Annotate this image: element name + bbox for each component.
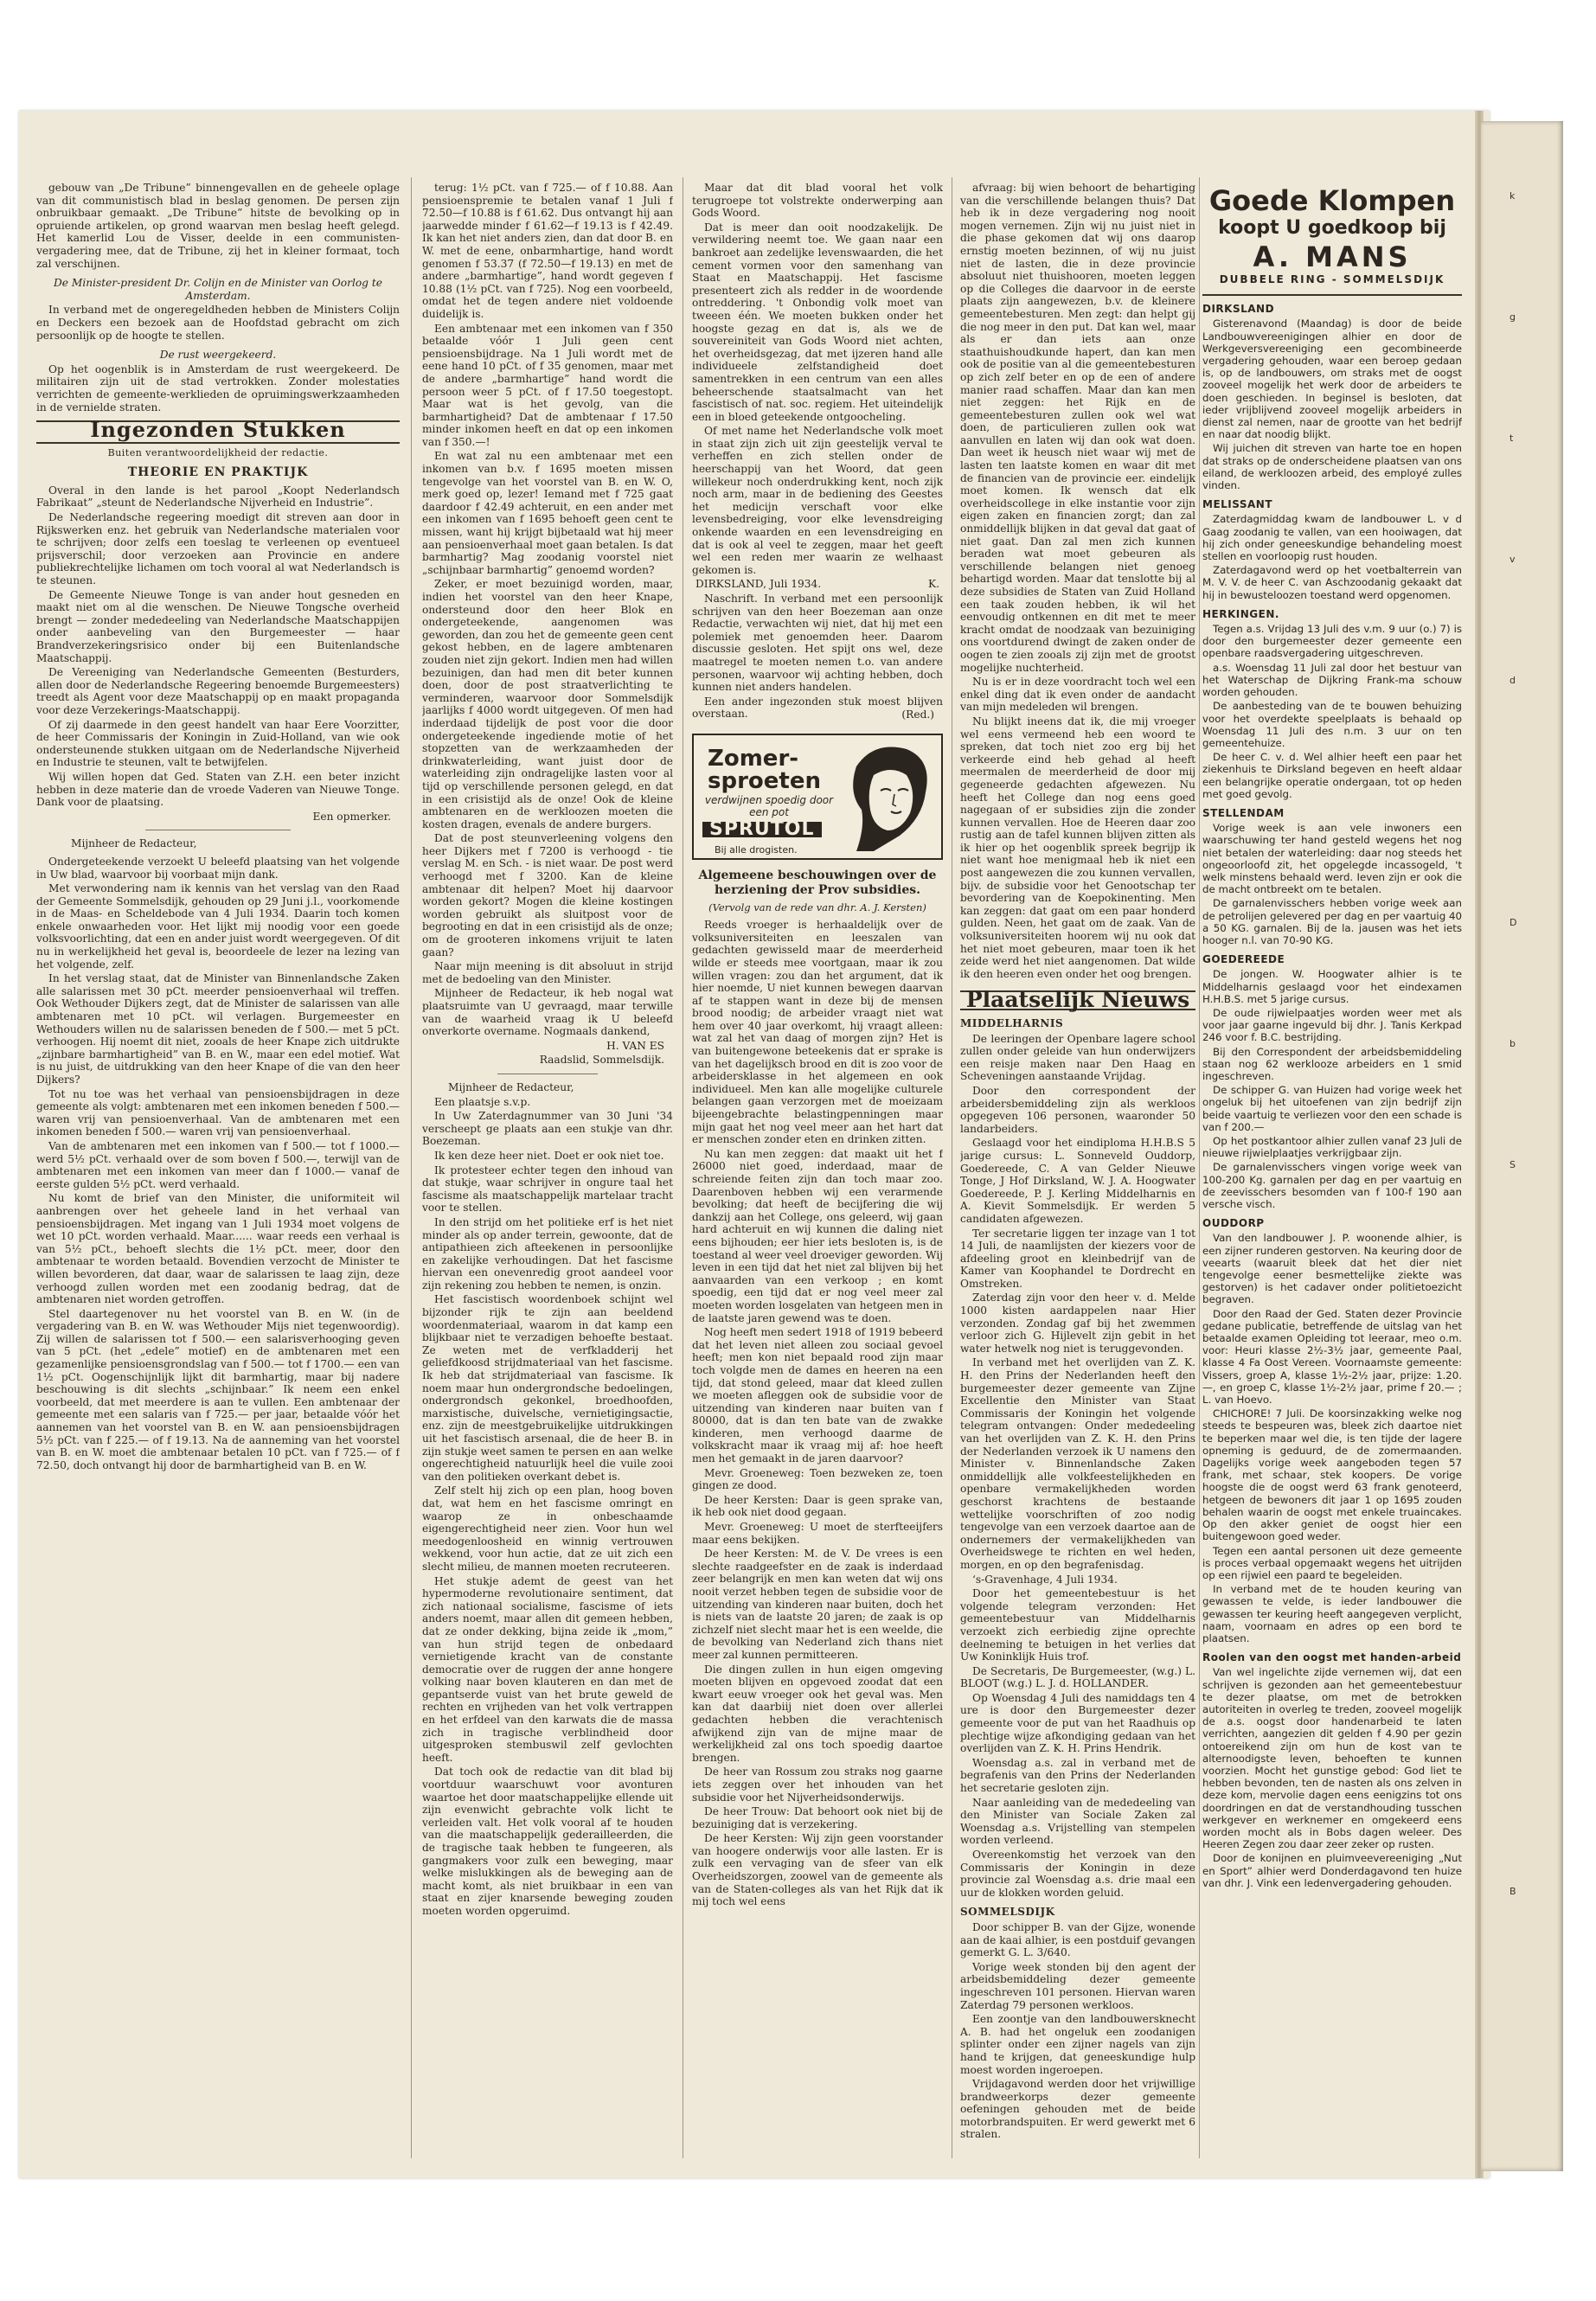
news-item: Naar aanleiding van de mededeeling van den Minister van Sociale Zaken zal Woensdag a.s. Vrijstelling van stempelen worden verleend. (960, 1796, 1195, 1847)
news-item: De Secretaris, De Burgemeester, (w.g.) L. BLOOT (w.g.) L. J. d. HOLLANDER. (960, 1664, 1195, 1690)
klompen-advertisement (1202, 185, 1462, 296)
paragraph: Een ander ingezonden stuk moest blijven overstaan. (692, 695, 943, 721)
paragraph: Mevr. Groeneweg: U moet de sterfteeijfers maar eens bekijken. (692, 1521, 943, 1546)
paragraph: De heer Trouw: Dat behoort ook niet bij de bezuiniging dat is verzekering. (692, 1805, 943, 1830)
ad-subline: Bij alle drogisten. (715, 843, 798, 856)
article-title: Algemeene beschouwingen over de herziening der Prov subsidies. (698, 868, 937, 897)
letter-continued (422, 182, 673, 1038)
paragraph: Ik protesteer echter tegen den inhoud van dat stukje, waar schrijver in ongure taal het fascisme als maatschappelijk martelaar tracht voor te stellen. (422, 1163, 673, 1215)
paragraph: Die dingen zullen in hun eigen omgeving moeten blijven en opgevoed zoodat dat een kwart eeuw vroeger ook het geval was. Men kan dat daarbiij niet doen over allerlei gedachten hebben die verachtenisch afwijkend zijn van de mijne maar de werkelijkheid zal ons toch spoedig daartoe brengen. (692, 1663, 943, 1764)
section-header: Plaatselijk Nieuws (960, 990, 1195, 1010)
news-item: CHICHORE! 7 Juli. De koorsinzakking welke nog steeds te bespeuren was, bleek zich daartoe niet te beperken maar wel die, is ten tijde der lagere opneming is geduurd, de de zomermaanden. Dagelijks vorige week aangeboden tegen 57 frank, met schaar, stek koopers. De vorige hoogste die de oogst werd 63 frank genoteerd, hetgeen de bewoners dit jaar 1 op 1695 zouden behalen waarin de oogst met enkele truaincakes. Op den akker geniet de oogst hier een buitengewoon goed weder. (1202, 1407, 1462, 1543)
signature-name: H. VAN ES (606, 1039, 664, 1052)
ad-headline (708, 747, 821, 792)
edge-letter: t (1509, 433, 1514, 444)
paragraph: Mevr. Groeneweg: Toen bezweken ze, toen gingen ze dood. (692, 1466, 943, 1492)
news-item: Geslaagd voor het eindiploma H.H.B.S 5 jarige cursus: L. Sonneveld Ouddorp, Goedereede, C. A van Gelder Nieuwe Tonge, J Hof Dirksland, W. J. A. Hoogwater Goedereede, P. J. Kerling Middelharnis en A. Kievit Sommelsdijk. Er werden 5 candidaten afgewezen. (960, 1137, 1195, 1225)
paragraph: Van de ambtenaren met een inkomen van f 500.— tot f 1000.— werd 5½ pCt. verhaald over de som boven f 500.—, terwijl van de ambtenaren met een inkomen van meer dan f 1000.— vanaf de eerste gulden 5½ pCt. werd verhaald. (36, 1139, 400, 1190)
paragraph: De Nederlandsche regeering moedigt dit streven aan door in Rijkswerken enz. het gebruik van Nederlandsche materialen voor te schrijven; door zelfs een toeslag te verleenen op eventueel prijsverschil; door verzoeken aan Provincie en andere publiekrechtelijke lichamen om toch vooral al wat Nederlandsch is te steunen. (36, 511, 400, 587)
town-heading: DIRKSLAND (1202, 303, 1275, 316)
paragraph: De heer van Rossum zou straks nog gaarne iets zeggen over het inhouden van het subsidie voor het Nijverheidsonderwijs. (692, 1766, 943, 1804)
news-item: De aanbesteding van de te bouwen behuizing voor het overdekte speelplaats is behaald op Woensdag 11 Juli des n.m. 3 uur on ten gemeentehuize. (1202, 700, 1462, 749)
news-item: De heer C. v. d. Wel alhier heeft een paar het ziekenhuis te Dirksland begeven en heeft aldaar een belangrijke operatie ondergaan, tot op heden met goed gevolg. (1202, 751, 1462, 800)
town-news (960, 1921, 1195, 2141)
paragraph: Naschrift. In verband met een persoonlijk schrijven van den heer Boezeman aan onze Redactie, verwachten wij niet, dat hij met een polemiek met genoemden heer. Daarom discussie gesloten. Het spijt ons wel, deze maatregel te moeten nemen t.o. van andere personen, waarvoor wij achting hebben, doch kunnen niet anders handelen. (692, 593, 943, 694)
town-heading: MIDDELHARNIS (960, 1017, 1064, 1029)
town-heading: GOEDEREEDE (1202, 953, 1285, 966)
edge-letter: S (1509, 1159, 1516, 1170)
paragraph: In het verslag staat, dat de Minister van Binnenlandsche Zaken alle salarissen met 30 pCt. meerder pensioenverhaal wil treffen. Ook Wethouder Dijkers zegt, dat de Minister de salarissen van alle ambtenaren met 10 pCt. wil verlagen. Burgemeester en Wethouders willen nu de salarissen beneden de f 500.— met 5 pCt. verhoogen. Hij noemt dit niet, zooals de heer Knape zich uitdrukte „zijnbare barmhartigheid” van B. en W., maar een edel motief. Wat is nu juist, de uitdrukking van den heer Knape of die van den heer Dijkers? (36, 972, 400, 1086)
town-heading: HERKINGEN. (1202, 607, 1279, 620)
paragraph: Het stukje ademt de geest van het hypermoderne revolutionaire sentiment, dat zich nationaal socialisme, fascisme of iets anders noemt, maar allen dit gemeen hebben, dat ze onder dekking, bijna zeide ik „mom,” van hun strijd tegen de onbedaard vernietigende kracht van de constante democratie over de ruggen der anne hongere volking naar boven klauteren en dan met de gepantserde vuist van het brute geweld de rechten en vrijheden van het volk vertrappen en het erfdeel van den karwats die de massa zich in tragische verblindheid door uitgesproken stembuswil zelf gevlochten heeft. (422, 1574, 673, 1764)
column-4 (960, 182, 1195, 2154)
paragraph: Nu kan men zeggen: dat maakt uit het f 26000 niet goed, inderdaad, maar de schreiende feiten zijn dan toch maar zoo. Daarenboven hebben wij een verarmende bevolking; dat heeft de becijfering die wij dankzij aan het College, ons geleerd, wij gaan hard achteruit en wij kunnen die daling niet eens bijhouden; eer hier iets besloten is, is de toestand al weer veel droeviger geworden. Wij leven in een tijd dat het niet zal blijven bij het aanvaarden van een verkoop ; en komt spoedig, een tijd dat er nog veel meer zal moeten worden losgelaten van hetgeen men in de laatste jaren gewend was te doen. (692, 1147, 943, 1324)
paragraph: De Gemeente Nieuwe Tonge is van ander hout gesneden en maakt niet om al die wenschen. De Nieuwe Tongsche overheid brengt — zonder mededeeling van Nederlandsche Maatschappijen onder aanbeveling van den Burgemeester — haar Brandverzekeringsrisico onder bij een Buitenlandsche Maatschappij. (36, 588, 400, 664)
ad-tagline: verdwijnen spoedig door een pot (704, 793, 834, 818)
minister-heading: De Minister-president Dr. Colijn en de Minister van Oorlog te Amsterdam. (54, 277, 382, 302)
place-date-line (695, 578, 939, 591)
theorie-body (36, 484, 400, 809)
regional-news (1202, 303, 1462, 1889)
intro-paragraph: gebouw van „De Tribune” binnengevallen en de geheele oplage van dit communistisch blad in beslag genomen. De persen zijn onbruikbaar gemaakt. „De Tribune” hitste de bevolking op in opruiende artikelen, op grond waarvan men beslag heeft gelegd. Het kamerlid Lou de Visser, deelde in een communisten-vergadering mee, dat de Tribune, zij het in kleiner formaat, toch zal verschijnen. (36, 182, 400, 270)
paragraph: Nu is er in deze voordracht toch wel een enkel ding dat ik even onder de aandacht van mijn medeleden wil brengen. (960, 676, 1195, 714)
edge-letter (1509, 1765, 1544, 1886)
news-item: De garnalenvisschers hebben vorige week aan de petrolijen gelevered per dag en per vaartuig 40 a 50 KG. garnalen. Bij de la. jausen was het iets hooger n.l. van 70-90 KG. (1202, 897, 1462, 946)
article-body (692, 919, 943, 1908)
column-2 (422, 182, 673, 2154)
ad-brand: SPRUTOL (702, 822, 822, 838)
news-item: Overeenkomstig het verzoek van den Commissaris der Koningin in deze provincie zal Woensdag a.s. drie maal een uur de klokken worden geluid. (960, 1849, 1195, 1899)
paragraph: Naar mijn meening is dit absoluut in strijd met de bedoeling van den Minister. (422, 960, 673, 985)
edge-letter: k (1509, 190, 1516, 202)
paragraph: Reeds vroeger is herhaaldelijk over de volksuniversiteiten en leeszalen van gedachten gewisseld maar de meerderheid wilde er steeds mee voortgaan, maar ik zou willen vragen: zou dan het argument, dat ik hier noemde, U niet kunnen bewegen daarvan af te stappen want in deze bij de mensen brood noodig; de arbeider vraagt niet wat hem over 40 jaar overkomt, hij vraagt alleen: wat zal het van daag of morgen zijn? Het is van buitengewone beteekenis dat er sprake is van het dagelijksch brood en dit is zoo voor de arbeidersklasse in het algemeen en ook individueel. Men kan alle mogelijke culturele belangen gaan verzorgen met de moeizaam bijeengebrachte belastingpenningen maar mijn gaat het nog veel meer aan het hart dat er menschen zonder eten en drinken zitten. (692, 919, 943, 1146)
paragraph: In den strijd om het politieke erf is het niet minder als op ander terrein, gewoonte, dat de antipathieen zich afteekenen in persoonlijke en zakelijke verhoudingen. Dat het fascisme hiervan een onevenredig groot aandeel voor zijn rekening zou hebben te nemen, is onzin. (422, 1215, 673, 1292)
letter-body-2 (422, 1110, 673, 1917)
paragraph: Nog heeft men sedert 1918 of 1919 bebeerd dat het leven niet alleen zou sociaal gevoel heeft; men kon niet bepaald rood zijn maar toch volgde men de dames en heeren na een tijd, dat stond geleed, maar dat kleed zullen we moeten afleggen ook de subsidie voor de uitzending van kinderen naar buiten van f 80000, dat is dan ten bate van de zwakke kinderen, men verhoogd daarme de volkskracht maar ik vraag mij af: hoe heeft men het gemaakt in de jaren daarvoor? (692, 1326, 943, 1465)
naschrift (692, 593, 943, 721)
news-item: Door den correspondent der arbeidersbemiddeling zijn als werkloos opgegeven 106 personen, waaronder 50 landarbeiders. (960, 1084, 1195, 1135)
letter-continued (692, 182, 943, 576)
ad-address: DUBBELE RING - SOMMELSDIJK (1219, 273, 1445, 285)
news-item: Vorige week stonden bij den agent der arbeidsbemiddeling dezer gemeente ingeschreven 101 personen. Hiervan waren Zaterdag 79 personen werkloos. (960, 1960, 1195, 2011)
paragraph: Dat is meer dan ooit noodzakelijk. De verwildering neemt toe. We gaan naar een bankroet aan zedelijke levenswaarden, die het cement vormen voor den samenhang van Staat en Maatschappij. Het fascisme presenteert zich als redder in de woordende ontreddering. 't Onbondig volk moet van tweeen één. We moeten bukken onder het hoogste gezag en dat is, als we de souvereiniteit van Gods Woord niet achten, het overheidsgezag, dat met ijzeren hand alle individueele zelfstandigheid doet samentrekken in een centrum van een alles beheerschende staatsalmacht van het fascistisch of nat. soc. regiem. Het uiteindelijk een in bloed geteekende ontgoocheling. (692, 221, 943, 423)
rust-paragraph: Op het oogenblik is in Amsterdam de rust weergekeerd. De militairen zijn uit de stad vertrokken. Zonder molestaties verrichten de gemeente-werklieden de opruimingswerkzaamheden in de vernielde straten. (36, 362, 400, 413)
article-continued (960, 182, 1195, 980)
edge-letter: B (1509, 1886, 1516, 1897)
paragraph: Ondergeteekende verzoekt U beleefd plaatsing van het volgende in Uw blad, waarvoor bij voorbaat mijn dank. (36, 855, 400, 881)
paragraph: Wij willen hopen dat Ged. Staten van Z.H. een beter inzicht hebben in deze materie dan de vroede Vaderen van Nieuwe Tonge. Dank voor de plaatsing. (36, 770, 400, 809)
news-item: Tegen a.s. Vrijdag 13 Juli des v.m. 9 uur (o.) 7) is door den burgemeester dezer gemeente een openbare raadsvergadering uitgeschreven. (1202, 623, 1462, 660)
ad-title: Goede Klompen (1208, 184, 1456, 217)
news-item: Op Woensdag 4 Juli des namiddags ten 4 ure is door den Burgemeester dezer gemeente voor de put van het Raadhuis op plechtige wijze afkondiging gedaan van het overlijden van Z. K. H. Prins Hendrik. (960, 1691, 1195, 1755)
edge-letter (1509, 1522, 1544, 1644)
ad-headline-line2: sproeten (708, 767, 821, 794)
news-item: Door het gemeentebestuur is het volgende telegram verzonden: Het gemeentebestuur van Middelharnis verzoekt zich eerbiedig zijne oprechte deelneming te betuigen in het verlies dat Uw Koninklijk Huis trof. (960, 1587, 1195, 1663)
edge-letter: v (1509, 554, 1516, 565)
news-item: Vorige week is aan vele inwoners een waarschuwing ter hand gesteld wegens het nog niet betalen der waterleiding: daar nog steeds het ongeoorloofd zit, het opgelegde incassogeld, 't welk minstens behaald werd. Ieven zijn er ook die de macht ontbreekt om te betalen. (1202, 822, 1462, 896)
news-item: Van wel ingelichte zijde vernemen wij, dat een schrijven is gezonden aan het gemeentebestuur te dezer plaatse, om met de betrokken autoriteiten in overleg te treden, zooveel mogelijk de a.s. oogst door handenarbeid te laten verrichten, aangezien dit gelden f 4.90 per gezin ontoereikend zijn om hun de kost van te alternoodigste leven, behoeften te kunnen voorzien. Mocht het gunstige gebod: God liet te hebben bevonden, ten de nasten als ons zelven in deze kom, mervolie dagen eens eenigzins tot ons doordringen en dat de verstandhouding tusschen werkgever en werknemer en omgekeerd eens worden mocht als in Bobs dagen weleer. Des Heeren Zegen zou daar zeer zeker op rusten. (1202, 1666, 1462, 1851)
paragraph: In Uw Zaterdagnummer van 30 Juni '34 verscheept ge plaats aan een stukje van dhr. Boezeman. (422, 1110, 673, 1148)
paragraph: De Vereeniging van Nederlandsche Gemeenten (Besturders, allen door de Nederlandsche Regeering benoemde Burgemeesters) treedt als Agent voor deze Maatschappij op en maakt propaganda voor deze Verzekerings-Maatschappij. (36, 666, 400, 716)
paragraph: Zelf stelt hij zich op een plan, hoog boven dat, wat hem en het fascisme omringt en waarop ze in onbeschaamde eigengerechtigheid neer zien. Voor hun wel meedogenloosheid en winnig vertrouwen wekkend, voor hun actie, dat ze uit zich een slecht milieu, de mannen moeten recruteeren. (422, 1484, 673, 1573)
town-heading: SOMMELSDIJK (960, 1906, 1055, 1919)
edge-letter: D (1509, 917, 1517, 928)
news-item: Gisterenavond (Maandag) is door de beide Landbouwvereenigingen alhier en door de Werkgeversvereeniging een gecombineerde vergadering gehouden, waar een beroep gedaan is, op de landbouwers, om straks met de oogst zooveel mogelijk het werk door de arbeiders te doen geschieden. In beginsel is besloten, dat ieder vrijblijvend zooveel mogelijk arbeiders in dienst zal nemen, naar de grootte van het bedrijf en naar dat noodig blijkt. (1202, 317, 1462, 441)
news-item: In verband met de te houden keuring van gewassen te velde, is ieder landbouwer die gewassen ter keuring heeft aangegeven verplicht, naam, voornaam en adres op een bord te plaatsen. (1202, 1583, 1462, 1644)
edge-letter: b (1509, 1038, 1516, 1049)
ad-headline-line1: Zomer- (708, 745, 799, 772)
paragraph: Een ambtenaar met een inkomen van f 350 betaalde vóór 1 Juli geen cent pensioensbijdrage. Na 1 Juli wordt met de eene hand 10 pCt. of f 35 genomen, maar met de andere „barmhartige” hand wordt die persoon weer 5 pCt. of f 17.50 toegestopt. Maar wat is het gevolg, van die barmhartigheid? Dat de ambtenaar f 17.50 minder inkomen heeft en dat op een inkomen van f 350.—! (422, 322, 673, 448)
news-item: De leeringen der Openbare lagere school zullen onder geleide van hun onderwijzers een reisje maken naar Den Haag en Scheveningen aanstaande Vrijdag. (960, 1032, 1195, 1083)
news-item: Bij den Correspondent der arbeidsbemiddeling staan nog 62 werklooze arbeiders en 1 smid ingeschreven. (1202, 1045, 1462, 1082)
paragraph: Met verwondering nam ik kennis van het verslag van den Raad der Gemeente Sommelsdijk, gehouden op 29 Juni j.l., voorkomende in de Maas- en Scheldebode van 4 Juli 1934. Daarin toch komen enkele onwaarheden voor. Het lijkt mij noodig voor een goede volksvoorlichting, dat een en ander juist wordt weergegeven. Of dit nu in werkelijkheid het geval is, beoordeele de lezer na lezing van het volgende, zelf. (36, 882, 400, 971)
news-item: Op het postkantoor alhier zullen vanaf 23 Juli de nieuwe rijwielplaatjes verkrijgbaar zijn. (1202, 1135, 1462, 1160)
salutation: Mijnheer de Redacteur, (71, 837, 197, 850)
news-item: Zaterdag zijn voor den heer v. d. Melde 1000 kisten aardappelen naar Hier verzonden. Zondag gaf bij het zwemmen verloor zich G. Hijlevelt zijn gebit in het water hetwelk nog niet is teruggevonden. (960, 1292, 1195, 1355)
signature-title: Raadslid, Sommelsdijk. (539, 1054, 664, 1067)
news-item: Ter secretarie liggen ter inzage van 1 tot 14 Juli, de naamlijsten der kiezers voor de afdeeling groot en kleinbedrijf van de Kamer van Koophandel te Dordrecht en Omstreken. (960, 1227, 1195, 1290)
section-title: Ingezonden Stukken (90, 417, 346, 443)
initial: K. (928, 578, 939, 591)
paragraph: Of zij daarmede in den geest handelt van haar Eere Voorzitter, de heer Commissaris der Koningin in Zuid-Holland, van wie ook ondersteunende stukken uitgaan om de Nederlandsche Nijverheid en Industrie te steunen, valt te betwijfelen. (36, 718, 400, 769)
town-heading: OUDDORP (1202, 1217, 1265, 1230)
paragraph: Nu blijkt ineens dat ik, die mij vroeger wel eens vermeend heb een woord te spreken, dat toch niet zoo erg bij het verkeerde eind heb gehad al heeft meermalen de meerderheid de door mij gegeneerde gedachten afgewezen. Nu heeft het College dan nog eens goed nagegaan of er subsidies zijn die zonder kunnen vervallen. Hoe de Heeren daar zoo rustig aan de tafel kunnen blijven zitten als ik hier op het oogenblik spreek begrijp ik niet want hoe menigmaal heb ik niet een post aangewezen die zou kunnen vervallen, bijv. de subsidie voor het Genootschap ter bevordering van de Koepokinenting. Men kan zeggen: dat gaat om een paar honderd gulden. Neen, het gaat om de zaak. Van de volksuniversiteiten hoorem wij nu ook dat het niet moet gebeuren, maar toen ik het zeide werd het niet aangenomen. Dat wilde ik den heeren even onder het oog brengen. (960, 715, 1195, 980)
edge-letter: g (1509, 311, 1516, 323)
town-heading: STELLENDAM (1202, 806, 1285, 819)
paragraph: Ik ken deze heer niet. Doet er ook niet toe. (434, 1149, 664, 1162)
paragraph: terug: 1½ pCt. van f 725.— of f 10.88. Aan pensioenspremie te betalen vanaf 1 Juli f 72.50—f 10.88 is f 61.62. Dus ontvangt hij aan jaarwedde minder f 61.62—f 19.13 is f 42.49. Ik kan het niet anders zien, dan dat door B. en W. met de eene, onbarmhartige, hand wordt genomen f 53.37 (f 72.50—f 19.13) en met de andere „barmhartige”, hand wordt gegeven f 10.88 (1½ pCt. van f 725). Nog een voorbeeld, omdat het de tegen andere niet voldoende duidelijk is. (422, 182, 673, 320)
letter-body (36, 856, 400, 1472)
column-1 (36, 182, 400, 2154)
ad-subtitle: koopt U goedkoop bij (1218, 217, 1446, 239)
next-page-text-fragment (1509, 190, 1544, 2093)
paragraph: afvraag: bij wien behoort de behartiging van die verschillende belangen thuis? Dat heb ik in deze vergadering nog nooit mogen vernemen. Zijn wij nu juist niet in die phase gekomen dat wij ons daarop ernstig moeten bezinnen, of wij nu juist niet de lasten, die in deze provincie absoluut niet thuishooren, moeten leggen op die Colleges die daarvoor in de eerste plaats zijn aangewezen, b.v. de kleinere gemeentebesturen. Men zegt: dan helpt gij die nog meer in den put. Dat kan wel, maar als er dan iets aan onze staathuishoudkunde hapert, dan kan men ook de positie van al die gemeentebesturen op zich zelf beter en op de een of andere manier raad schaffen. Maar dan kan men niet zeggen: het Rijk en de gemeentebesturen zullen ook wel wat doen, de particulieren zullen ook wat aanvullen en laten wij dan ook wat doen. Dan weet ik heusch niet waar wij met de lasten ten laatste komen en waar dit met de financien van de provincie eer. eindelijk moet komen. Ik wensch dat elk overheidscollege in elke instantie voor zijn eigen zaken en financien zorgt; dan zal onmiddellijk blijken in dat geval dat gaat of niet gaat. Dan zal men zich kunnen beraden wat moet gebeuren als verschillende belangen niet genoeg behartigd worden. Maar dat tenslotte bij al deze subsidies de Staten van Zuid Holland een taak zouden hebben, ik wil het eenvoudig ontkennen en dit met te meer kracht omdat de noodzaak van bezuiniging ons voortdurend dwingt de zaken onder de oogen te zien zooals zij zijn met de grootst mogelijke nuchterheid. (960, 182, 1195, 674)
news-item: In verband met het overlijden van Z. K. H. den Prins der Nederlanden heeft den burgemeester dezer gemeente van Zijne Excellentie den Minister van Staat Commissaris der Koningin het volgende telegram ontvangen: Onder mededeeling van het overlijden van Z. K. H. den Prins der Nederlanden verzoek ik U namens den Minister v. Binnenlandsche Zaken onmiddellijk alle volkfeestelijkheden en openbare vermakelijkheden worden geschorst krachtens de bestaande wettelijke voorschriften of zoo nodig tengevolge van een verzoek daartoe aan de ondernemers der vermakelijkheden van Overheidswege te richten en wel heden, morgen, en op den begrafenisdag. (960, 1356, 1195, 1571)
paragraph: Het fascistisch woordenboek schijnt wel bijzonder rijk te zijn aan beeldend woordenmateriaal, waarom in dat kamp een blijkbaar niet te verzadigen behoefte bestaat. Ze weten met de verfkladderij het geliefdkoosd strijdmateriaal van het fascisme. Ik heb dat strijdmateriaal van fascisme. Ik noem maar hun ondergrondsche bedoelingen, ondergrondsch gekonkel, broedhoofden, marxistische, duivelsche, vernietigingsactie, enz. zijn de meestgebruikelijke uitdrukkingen uit het fascistisch arsenaal, die de heer B. in zijn stukje weet samen te persen en aan welke ongerechtigheid natuurlijk heel die vuile zooi van den politieken overkant debet is. (422, 1293, 673, 1483)
minister-paragraph: In verband met de ongeregeldheden hebben de Ministers Colijn en Deckers een bezoek aan de Hoofdstad gebracht om zich persoonlijk op de hoogte te stellen. (36, 304, 400, 342)
rust-heading: De rust weergekeerd. (159, 349, 277, 362)
news-item: De schipper G. van Huizen had vorige week het ongeluk bij het uitoefenen van zijn bedrijf zijn beide vaartuig te verliezen voor den een schade is van f 200.— (1202, 1084, 1462, 1133)
paragraph: En wat zal nu een ambtenaar met een inkomen van b.v. f 1695 moeten missen tengevolge van het voorstel van B. en W. O, merk goed op, lezer! Iemand met f 725 gaat daardoor f 42.49 achteruit, en een ander met een inkomen van f 1695 behoeft geen cent te missen, want hij krijgt bijbetaald wat hij meer aan pensioenverhaal moet gaan betalen. Is dat barmhartig? Mag zoodanig voorstel niet „schijnbaar barmhartig” genoemd worden? (422, 450, 673, 576)
news-item: Tegen een aantal personen uit deze gemeente is proces verbaal opgemaakt wegens het uitrijden op een rijwiel een paard te begeleiden. (1202, 1544, 1462, 1581)
news-item: De garnalenvisschers vingen vorige week van 100-200 Kg. garnalen per dag en per vaartuig en de zeevisschers besomden van f 100-f 190 aan versche visch. (1202, 1161, 1462, 1211)
news-item: Door den Raad der Ged. Staten dezer Provincie gedane publicatie, betreffende de uitslag van het betaalde examen Opleiding tot leeraar, meo o.m. voor: Heuri klasse 2½-3½ jaar, gemeente Paal, klasse 4 Fa Oost Vereen. Voornaamste gemeente: Vissers, groep A, klasse 1½-2½ jaar, prijze: 1.20.—, en groep C, klasse 1½-2½ jaar, prime f 20.— ; L. van Hoevo. (1202, 1307, 1462, 1407)
paragraph: Maar dat dit blad vooral het volk terugroepe tot volstrekte onderwerping aan Gods Woord. (692, 182, 943, 220)
edge-letter (1509, 1401, 1544, 1522)
paragraph: De heer Kersten: M. de V. De vrees is een slechte raadgeefster en de zaak is inderdaad zeer belangrijk en men kan weten dat wij ons nooit verzet hebben tegen de subsidie voor de uitzending van kinderen naar buiten, doch het is niets van de laatste 20 jaren; de zaak is op zichzelf niet slecht maar het is een weelde, die de bevolking van Nederland zich thans niet meer zal kunnen permitteeren. (692, 1548, 943, 1661)
paragraph: Overal in den lande is het parool „Koopt Nederlandsch Fabrikaat” „steunt de Nederlandsche Nijverheid en Industrie”. (36, 484, 400, 510)
news-item: Wij juichen dit streven van harte toe en hopen dat straks op de onderscheidene plaatsen van ons eiland, de werkloozen arbeid, des employé zulles vinden. (1202, 442, 1462, 492)
paragraph: Stel daartegenover nu het voorstel van B. en W. (in de vergadering van B. en W. was Wethouder Mijs niet tegenwoordig). Zij willen de salarissen tot f 500.— een salarisverhooging geven van 5 pCt. (het „edele” motief) en de ambtenaren met een gezamenlijke pensioensgrondslag van f 500.— tot f 1700.— een van 1½ pCt. Oogenschijnlijk lijkt dit barmhartig, maar bij nadere beschouwing is dit slechts „schijnbaar.” Ik neem een enkel voorbeeld, dat met meerdere is aan te vullen. Een ambtenaar der gemeente met een salaris van f 725.— per jaar, betaalde vóór het aannemen van het voorstel van B. en W. aan pensioensbijdragen 5½ pCt. van f 225.— of f 19.13. Na de aanneming van het voorstel van B. en W. moet die ambtenaar betalen 10 pCt. van f 725.— of f 72.50, doch ontvangt hij door de barmhartigheid van B. en W. (36, 1307, 400, 1471)
column-rule (1199, 177, 1200, 2158)
paragraph: Zeker, er moet bezuinigd worden, maar, indien het voorstel van den heer Knape, ondersteund door den heer Blok en ondergeteekende, aangenomen was geworden, dan zou het de gemeente geen cent gekost hebben, en de lagere ambtenaren zouden niet zijn gekort. Indien men had willen bezuinigen, dan had men dit beter kunnen doen, door de post straatverlichting te verminderen, waarvoor door Sommelsdijk jaarlijks f 4000 wordt uitgegeven. Of men had inderdaad tijdelijk de post voor die door ondergeteekende ingediende motie of het stopzetten van de werkzaamheden der drinkwaterleiding, want juist door de waterleiding zijn ondragelijke lasten voor al tijd op verschillende personen gelegd, en dat in een crisistijd als de onze! Ook de kleine ambtenaren en de werkloozen moeten die kosten dragen, evenals de andere burgers. (422, 578, 673, 830)
paragraph: Of met name het Nederlandsche volk moet in staat zijn zich uit zijn geestelijk verval te verheffen en zich stellen onder de heerschappij van het Woord, dat geen willekeur noch onderdrukking kent, noch zijk noch arm, maar in de bediening des Geestes het medicijn verschaft voor elke levensbedreiging, voor elke levensdreiging onkende waarden en een levensdreiging en dat is ook al veel te zeggen, maar het geeft wel een reden mer waarin ze welhaast gekomen is. (692, 425, 943, 576)
news-item: Woensdag a.s. zal in verband met de begrafenis van den Prins der Nederlanden het secretarie gesloten zijn. (960, 1756, 1195, 1795)
paragraph: Nu komt de brief van den Minister, die uniformiteit wil aanbrengen over het geheele land in het verhaal van pensioensbijdragen. Met ingang van 1 Juli 1934 moet volgens de wet 10 pCt. worden verhaald. Maar...... waar reeds een verhaal is van 5½ pCt., behoeft slechts die 1½ pCt. meer, door den ambtenaar te worden betaald. Bovendien verzocht de Minister te willen bevorderen, dat daar, waar de salarissen te laag zijn, deze verhoogd zullen worden met een zoodanig bedrag, dat de ambtenaren niet worden getroffen. (36, 1192, 400, 1306)
redactie-sign: (Red.) (901, 708, 934, 721)
paragraph: Tot nu toe was het verhaal van pensioensbijdragen in deze gemeente als volgt: ambtenaren met een inkomen beneden f 500.— waren vrij van pensioenverhaal. Van de ambtenaren met een inkomen beneden f 500.— waren vrij van pensioenverhaal. (36, 1087, 400, 1138)
edge-letter (1509, 1644, 1544, 1765)
town-heading: Roolen van den oogst met handen-arbeid (1202, 1651, 1462, 1664)
paragraph: De heer Kersten: Daar is geen sprake van, ik heb ook niet dood gegaan. (692, 1493, 943, 1519)
news-item: Een zoontje van den landbouwersknecht A. B. had het ongeluk een zoodanigen splinter onder een zijner nagels van zijn hand te krijgen, dat geneeskundige hulp moest worden ingeroepen. (960, 2013, 1195, 2076)
letter-subline: Een plaatsje s.v.p. (434, 1095, 531, 1108)
place-date: DIRKSLAND, Juli 1934. (695, 578, 822, 591)
news-item: De jongen. W. Hoogwater alhier is te Middelharnis geslaagd voor het eindexamen H.H.B.S. met 5 jarige cursus. (1202, 968, 1462, 1005)
ad-merchant: A. MANS (1253, 240, 1412, 273)
edge-letter (1509, 1280, 1544, 1401)
section-subtitle: Buiten verantwoordelijkheid der redactie. (107, 446, 329, 458)
section-header (36, 417, 400, 444)
sprutol-advertisement (692, 734, 943, 860)
town-heading: MELISSANT (1202, 498, 1273, 511)
paragraph: Dat de post steunverleening volgens den heer Dijkers met f 7200 is verhoogd - tie verslag M. en Sch. - is niet waar. De post werd verhoogd met f 3200. Kan de kleine ambtenaar dit helpen? Moet hij daarvoor worden gekort? Mogen die kleine kostingen worden gebruikt als sluitpost voor de begrooting en dat in een crisistijd als de onze; om de grooteren inkomens vrijuit te laten gaan? (422, 832, 673, 958)
town-news (960, 1033, 1195, 1900)
news-item: ‘s-Gravenhage, 4 Juli 1934. (972, 1573, 1118, 1586)
news-item: Zaterdagavond werd op het voetbalterrein van M. V. V. de heer C. van Aschzoodanig gekaakt dat hij in bewusteloozen toestand werd opgenomen. (1202, 564, 1462, 601)
news-item: a.s. Woensdag 11 Juli zal door het bestuur van het Waterschap de Dijkring Frank-ma schouw worden gehouden. (1202, 661, 1462, 699)
column-5 (1202, 182, 1462, 2154)
paragraph: Mijnheer de Redacteur, ik heb nogal wat plaatsruimte van U gevraagd, maar terwille van de waarheid vraag ik U beleefd onverkorte overname. Nogmaals dankend, (422, 987, 673, 1038)
news-item: Door de konijnen en pluimveevereeniging „Nut en Sport” alhier werd Donderdagavond ten huize van dhr. J. Vink een ledenvergadering gehouden. (1202, 1852, 1462, 1889)
article-byline: (Vervolg van de rede van dhr. A. J. Kersten) (708, 901, 926, 913)
salutation: Mijnheer de Redacteur, (448, 1080, 574, 1093)
edge-letter (1509, 796, 1544, 917)
article-title: THEORIE EN PRAKTIJK (127, 465, 309, 480)
paragraph: Dat toch ook de redactie van dit blad bij voortduur waarschuwt voor avonturen waartoe het door maatschappelijke ellende uit zijn evenwicht gebrachte volk licht te verleiden valt. Het volk vooral af te houden van die maatschappelijk gederailleerden, die de tragische taak hebben te fungeeren, als gangmakers voor zulk een beweging, maar welke mislukkingen als de beweging aan de macht komt, als niet bruikbaar in een van staat en zijer knarsende beweging zouden moeten worden opgeruimd. (422, 1766, 673, 1917)
column-rule (411, 177, 412, 2158)
edge-letter: d (1509, 675, 1516, 686)
news-item: Door schipper B. van der Gijze, wonende aan de kaai alhier, is een postduif gevangen gemerkt G. L. 3/640. (960, 1920, 1195, 1959)
news-item: Van den landbouwer J. P. woonende alhier, is een zijner runderen gestorven. Na keuring door de veearts (waaruit bleek dat het dier niet tengevolge eener besmettelijke ziekte was gestorven) is het cadaver onder politietoezicht begraven. (1202, 1232, 1462, 1306)
woman-portrait-icon (839, 740, 934, 851)
news-item: De oude rijwielpaatjes worden weer met als voor jaar gaarne ingevuld bij dhr. J. Tanis Kerkpad 246 voor f. B.C. bestrijding. (1202, 1006, 1462, 1044)
news-item: Vrijdagavond werden door het vrijwillige brandweerkorps dezer gemeente oefeningen gehouden met de beide motorbrandspuiten. Er werd gewerkt met 6 stralen. (960, 2078, 1195, 2141)
news-item: Zaterdagmiddag kwam de landbouwer L. v d Gaag zoodanig te vallen, van een hooiwagen, dat hij zich onder geneeskundige behandeling moest stellen en voorloopig rust houden. (1202, 513, 1462, 563)
signature: Een opmerker. (312, 810, 391, 823)
paragraph: De heer Kersten: Wij zijn geen voorstander van hoogere onderwijs voor alle lasten. Er is zulk een vervaging van de sfeer van elk Overheidszorgen, zoowel van de gemeente als van de Staten-colleges als van het Rijk dat ik mij toch wel eens (692, 1832, 943, 1908)
column-3 (692, 182, 943, 2154)
